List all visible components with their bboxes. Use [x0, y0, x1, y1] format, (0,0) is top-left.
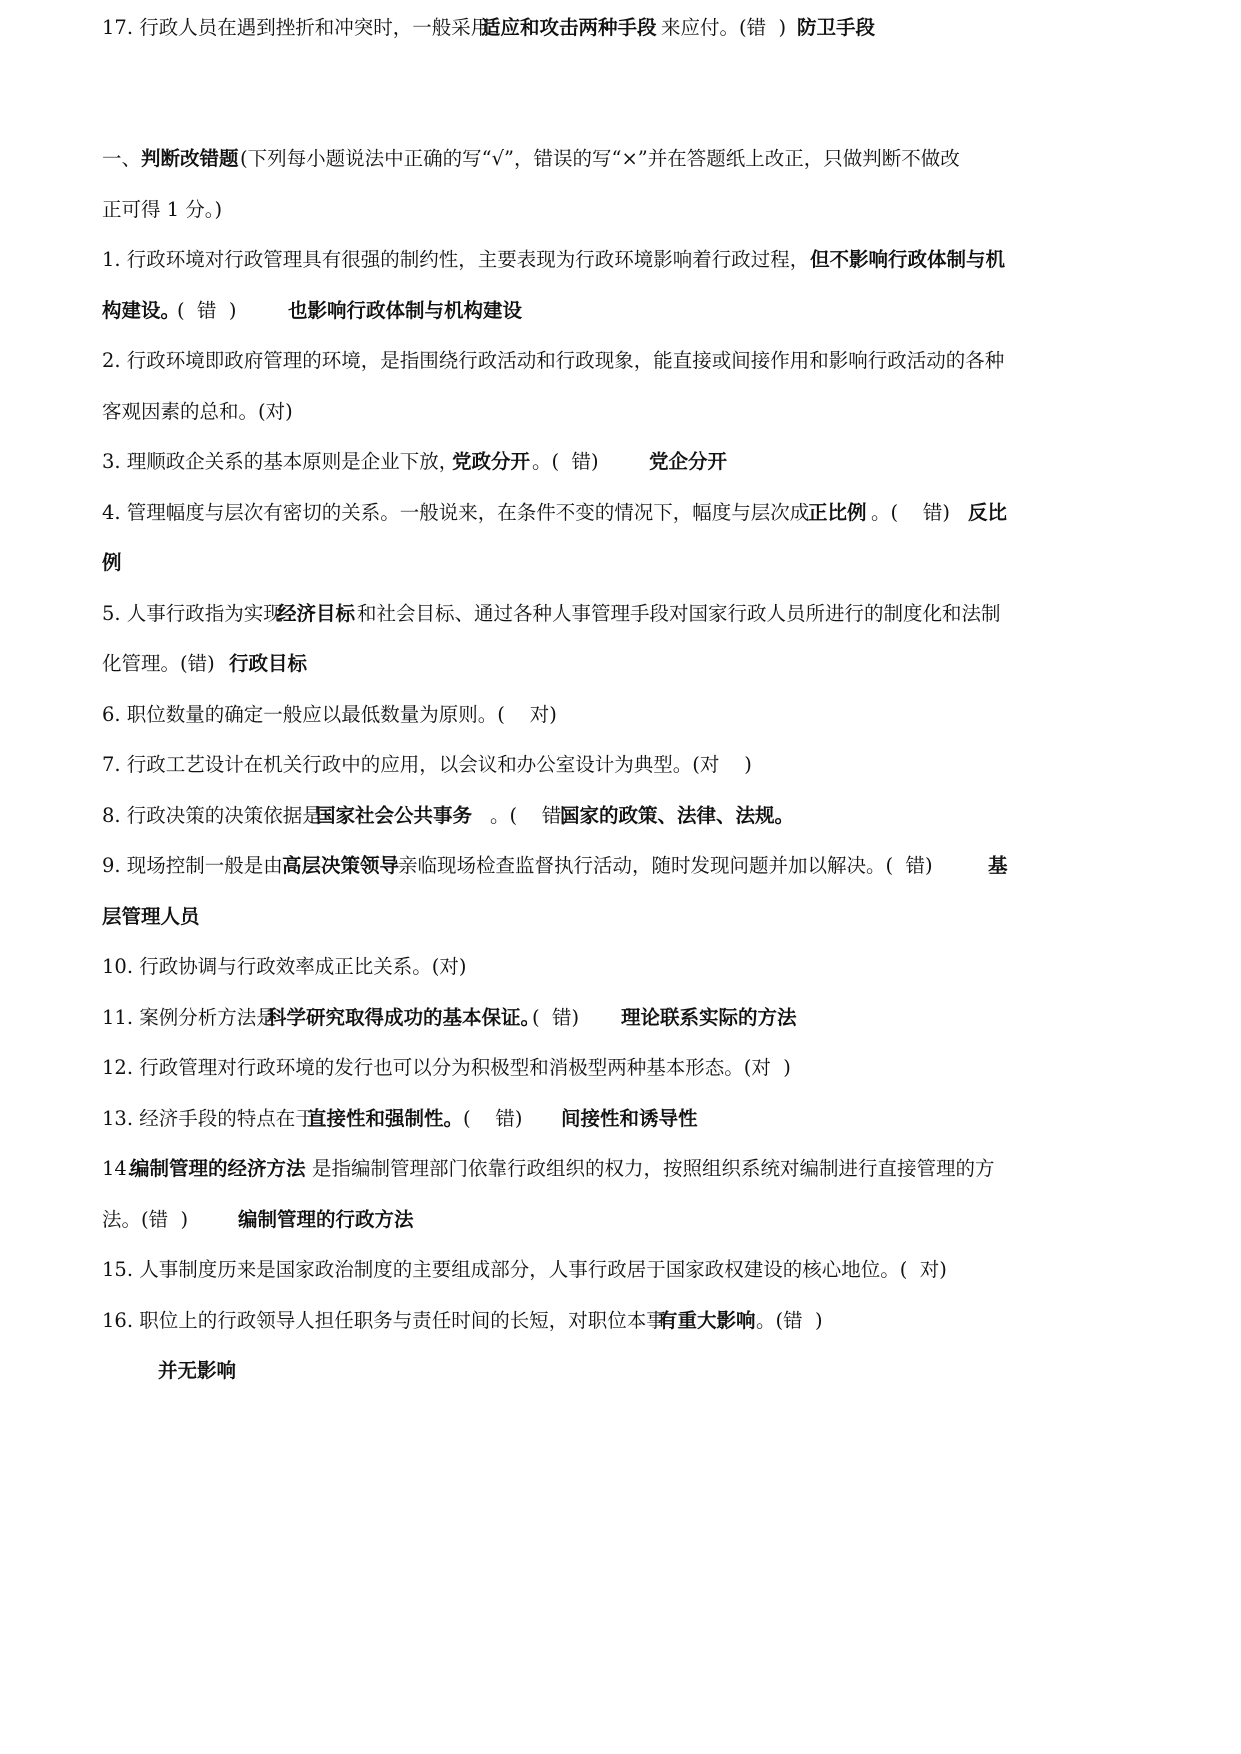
answer-emphasis: 反比 [968, 501, 1008, 524]
question-text: 11. 案例分析方法是 [102, 1006, 276, 1029]
question-text: 5. 人事行政指为实现 [102, 602, 283, 625]
answer-emphasis: 编制管理的经济方法 [130, 1157, 306, 1180]
question-text: 。( 错) [532, 450, 599, 473]
question-text: ( 错) [463, 1107, 523, 1130]
question-text: 17. 行政人员在遇到挫折和冲突时，一般采用 [102, 16, 491, 39]
heading-title: 判断改错题 [141, 147, 239, 170]
answer-emphasis: 党政分开 [452, 450, 531, 473]
answer-emphasis: 基 [988, 854, 1008, 877]
question-17-line-1 [0, 0, 1241, 56]
question-5-line-1 [0, 586, 1241, 642]
question-2-line-1 [0, 333, 1241, 389]
question-text: 3. 理顺政企关系的基本原则是企业下放， [102, 450, 459, 473]
question-text: 化管理。(错) [102, 652, 215, 675]
question-text: 来应付。(错 ) [661, 16, 787, 39]
question-6-line-1 [0, 687, 1241, 743]
question-15-line-1 [0, 1242, 1241, 1298]
answer-emphasis: 国家社会公共事务 [316, 804, 473, 827]
question-text: 6. 职位数量的确定一般应以最低数量为原则。( 对) [102, 703, 557, 726]
answer-emphasis: 也影响行政体制与机构建设 [288, 299, 523, 322]
answer-emphasis: 但不影响行政体制与机 [810, 248, 1006, 271]
question-text: 2. 行政环境即政府管理的环境，是指围绕行政活动和行政现象，能直接或间接作用和影响行政活动的各种 [102, 349, 1005, 372]
question-text: 亲临现场检查监督执行活动，随时发现问题并加以解决。( 错) [398, 854, 933, 877]
question-16-line-1 [0, 1293, 1241, 1349]
question-7-line-1 [0, 737, 1241, 793]
question-4-line-1 [0, 485, 1241, 541]
answer-emphasis: 间接性和诱导性 [561, 1107, 698, 1130]
question-text: 客观因素的总和。(对) [102, 400, 293, 423]
answer-emphasis: 防卫手段 [797, 16, 876, 39]
question-text: 10. 行政协调与行政效率成正比关系。(对) [102, 955, 467, 978]
answer-emphasis: 编制管理的行政方法 [238, 1208, 414, 1231]
answer-emphasis: 经济目标 [277, 602, 356, 625]
answer-emphasis: 有重大影响 [658, 1309, 756, 1332]
question-text: 法。(错 ) [102, 1208, 189, 1231]
question-text: 4. 管理幅度与层次有密切的关系。一般说来，在条件不变的情况下，幅度与层次成 [102, 501, 810, 524]
question-14-line-1 [0, 1141, 1241, 1197]
section-heading-continued [0, 182, 1241, 238]
question-10-line-1 [0, 939, 1241, 995]
question-1-line-2 [0, 283, 1241, 339]
heading-instruction-cont: 正可得 1 分。) [102, 198, 223, 221]
question-9-line-1 [0, 838, 1241, 894]
question-text: 12. 行政管理对行政环境的发行也可以分为积极型和消极型两种基本形态。(对 ) [102, 1056, 791, 1079]
answer-emphasis: 正比例 [808, 501, 867, 524]
question-12-line-1 [0, 1040, 1241, 1096]
question-4-line-2 [0, 535, 1241, 591]
answer-emphasis: 科学研究取得成功的基本保证。 [267, 1006, 541, 1029]
question-text: 16. 职位上的行政领导人担任职务与责任时间的长短，对职位本事 [102, 1309, 666, 1332]
question-text: ( 错 ) [177, 299, 237, 322]
answer-emphasis: 理论联系实际的方法 [621, 1006, 797, 1029]
heading-instruction: (下列每小题说法中正确的写“√”，错误的写“×”并在答题纸上改正，只做判断不做改 [240, 147, 960, 170]
question-11-line-1 [0, 990, 1241, 1046]
answer-emphasis: 构建设。 [102, 299, 181, 322]
question-text: 15. 人事制度历来是国家政治制度的主要组成部分，人事行政居于国家政权建设的核心地位。( 对) [102, 1258, 947, 1281]
question-text: 1. 行政环境对行政管理具有很强的制约性，主要表现为行政环境影响着行政过程， [102, 248, 810, 271]
question-text: 是指编制管理部门依靠行政组织的权力，按照组织系统对编制进行直接管理的方 [312, 1157, 995, 1180]
question-text: 。(错 ) [756, 1309, 823, 1332]
answer-emphasis: 并无影响 [158, 1359, 237, 1382]
question-14-line-2 [0, 1192, 1241, 1248]
question-2-line-2 [0, 384, 1241, 440]
question-text: 14. [102, 1157, 140, 1180]
section-heading [0, 131, 1241, 187]
answer-emphasis: 行政目标 [229, 652, 308, 675]
answer-emphasis: 直接性和强制性。 [307, 1107, 464, 1130]
question-13-line-1 [0, 1091, 1241, 1147]
question-text: 9. 现场控制一般是由 [102, 854, 283, 877]
question-text: 。( 错) [871, 501, 951, 524]
question-text: 8. 行政决策的决策依据是 [102, 804, 322, 827]
question-text: 。( 错) [490, 804, 570, 827]
answer-emphasis: 层管理人员 [102, 905, 200, 928]
question-text: 7. 行政工艺设计在机关行政中的应用，以会议和办公室设计为典型。(对 ) [102, 753, 752, 776]
question-text: 13. 经济手段的特点在于 [102, 1107, 315, 1130]
answer-emphasis: 国家的政策、法律、法规。 [560, 804, 795, 827]
question-text: 和社会目标、通过各种人事管理手段对国家行政人员所进行的制度化和法制 [357, 602, 1001, 625]
answer-emphasis: 党企分开 [649, 450, 728, 473]
answer-emphasis: 高层决策领导 [282, 854, 400, 877]
question-9-line-2 [0, 889, 1241, 945]
question-3-line-1 [0, 434, 1241, 490]
question-5-line-2 [0, 636, 1241, 692]
heading-prefix: 一、 [102, 147, 142, 170]
question-1-line-1 [0, 232, 1241, 288]
question-8-line-1 [0, 788, 1241, 844]
answer-emphasis: 适应和攻击两种手段 [481, 16, 657, 39]
question-16-line-2 [0, 1343, 1241, 1399]
answer-emphasis: 例 [102, 551, 122, 574]
question-text: ( 错) [532, 1006, 580, 1029]
